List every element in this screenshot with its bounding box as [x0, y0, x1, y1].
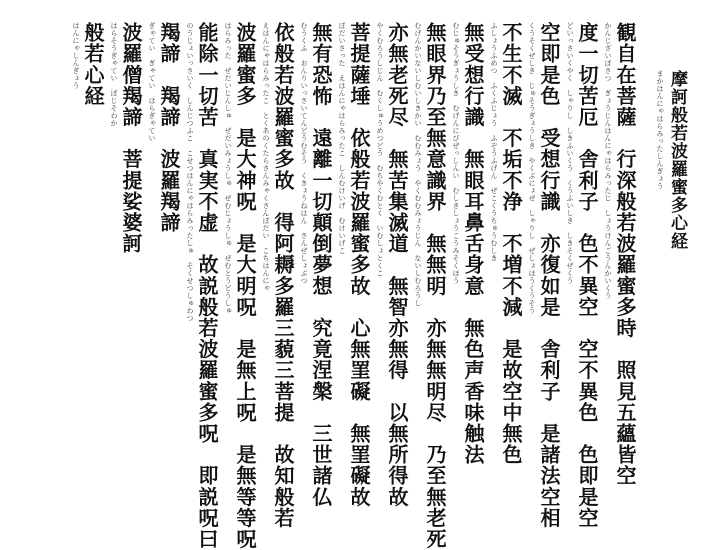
column-text: 空即是色 受想行識 亦復如是 舎利子 是諸法空相	[537, 22, 561, 529]
sutra-column-13	[148, 22, 182, 452]
column-text: 波羅僧羯諦 菩提娑婆訶	[119, 22, 143, 255]
sutra-title-column	[656, 70, 690, 500]
column-text: 波羅蜜多 是大神呪 是大明呪 是無上呪 是無等等呪	[233, 22, 257, 550]
column-text: 依般若波羅蜜多故 得阿耨多羅三藐三菩提 故知般若	[271, 22, 295, 529]
sutra-column-3	[528, 22, 562, 529]
sutra-column-4	[490, 22, 524, 466]
column-furigana: むじゅそうぎょうしき むげんにびぜっしんい むしきしょうこうみそくほう	[452, 22, 460, 285]
sutra-column-5	[452, 22, 486, 466]
column-furigana: えはんにゃはらみったこ とくあのくたらさんみゃくさんぼだい こちはんにゃ	[262, 22, 270, 292]
column-furigana: ぼだいさった えはんにゃはらみったこ しんむけいげ むけいげこ	[338, 22, 346, 255]
column-text: 無有恐怖 遠離一切顛倒夢想 究竟涅槃 三世諸仏	[309, 22, 333, 508]
sutra-column-10	[262, 22, 296, 529]
column-text: 観自在菩薩 行深般若波羅蜜多時 照見五蘊皆空	[613, 22, 637, 487]
sutra-column-7	[376, 22, 410, 508]
sutra-column-11	[224, 22, 258, 550]
column-text: 菩提薩埵 依般若波羅蜜多故 心無罣礙 無罣礙故	[347, 22, 371, 508]
column-text: 能除一切苦 真実不虚 故説般若波羅蜜多呪 即説呪曰	[195, 22, 219, 550]
column-furigana: むうくふ おんりいっさいてんどうむそう くきょうねはん さんぜしょぶつ	[300, 22, 308, 285]
sutra-column-1	[604, 22, 638, 487]
sutra-column-9	[300, 22, 334, 508]
column-furigana: はらそうぎゃてい ぼじそわか	[110, 22, 118, 127]
column-furigana: どいっさいくやく しゃりし しきふいくう くうふいしき しきそくぜくう	[566, 22, 574, 285]
column-furigana: ぎゃてい ぎゃてい はらぎゃてい	[148, 22, 156, 142]
title-furigana: まかはんにゃはらみったしんぎょう	[656, 70, 664, 190]
column-furigana: はんにゃしんぎょう	[72, 22, 80, 90]
column-furigana: はらみった ぜだいじんしゅ ぜだいみょうしゅ ぜむじょうしゅ ぜむとうどうしゅ	[224, 22, 232, 315]
column-furigana: のうじょいっさいく しんじつふこ こせつはんにゃはらみったしゅ そくせつしゅわつ	[186, 22, 194, 322]
column-furigana: むげんかいないしむいしきかい むむみょう やくむむみょうじん ないしむろうし	[414, 22, 422, 307]
column-text: 度一切苦厄 舎利子 色不異空 空不異色 色即是空	[575, 22, 599, 529]
column-text: 無眼界乃至無意識界 無無明 亦無無明尽 乃至無老死	[423, 22, 447, 550]
column-furigana: くうそくぜしき じゅそうぎょうしき やくぶにょぜ しゃりし ぜしょほうくうそう	[528, 22, 536, 315]
column-text: 亦無老死尽 無苦集滅道 無智亦無得 以無所得故	[385, 22, 409, 508]
column-furigana: かんじざいぼさつ ぎょうじんはんにゃはらみったじ しょうけんごうんかいくう	[604, 22, 612, 300]
sutra-title: 摩訶般若波羅蜜多心経	[667, 70, 687, 250]
sutra-column-6	[414, 22, 448, 550]
column-text: 般若心経	[81, 22, 105, 107]
sutra-column-14	[110, 22, 144, 452]
column-text: 無受想行識 無眼耳鼻舌身意 無色声香味触法	[461, 22, 485, 466]
sutra-column-15	[72, 22, 106, 452]
sutra-column-12	[186, 22, 220, 550]
column-text: 不生不滅 不垢不浄 不増不減 是故空中無色	[499, 22, 523, 466]
column-furigana: ふしょうふめつ ふくふじょう ふぞうふげん ぜこくうちゅうむしき	[490, 22, 498, 262]
sutra-column-8	[338, 22, 372, 508]
column-text: 羯諦 羯諦 波羅羯諦	[157, 22, 181, 233]
sutra-column-2	[566, 22, 600, 529]
column-furigana: やくむろうしじん むくしゅうめつどう むちやくむとく いむしょとくこ	[376, 22, 384, 277]
